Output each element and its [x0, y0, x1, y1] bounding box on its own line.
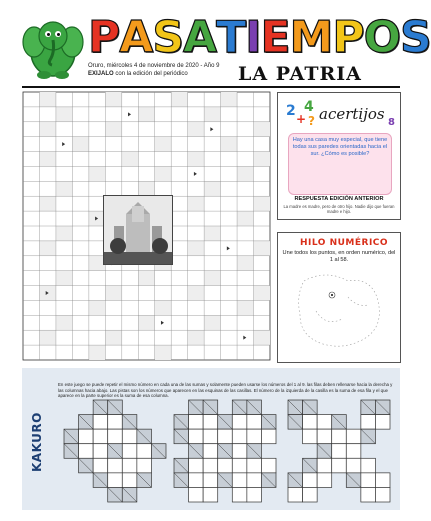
clue-cell [254, 196, 270, 211]
clue-cell [188, 330, 204, 345]
kakuro-answer-cell[interactable] [317, 473, 332, 488]
clue-cell [105, 286, 121, 301]
kakuro-answer-cell[interactable] [203, 487, 218, 502]
kakuro-answer-cell[interactable] [122, 458, 137, 473]
clue-cell [155, 300, 171, 315]
clue-cell [254, 286, 270, 301]
clue-cell [204, 181, 220, 196]
kakuro-answer-cell[interactable] [303, 415, 318, 430]
kakuro-answer-cell[interactable] [247, 458, 262, 473]
kakuro-answer-cell[interactable] [317, 415, 332, 430]
svg-text:4: 4 [304, 99, 314, 115]
kakuro-answer-cell[interactable] [122, 444, 137, 459]
dot-puzzle-icon [286, 267, 396, 357]
kakuro-puzzle-1 [64, 400, 166, 502]
title-letter: S [152, 12, 184, 63]
kakuro-label [24, 386, 52, 486]
svg-text:8: 8 [388, 117, 395, 128]
answer-label: RESPUESTA EDICIÓN ANTERIOR [294, 196, 384, 202]
kakuro-answer-cell[interactable] [232, 487, 247, 502]
title-letter: P [332, 12, 364, 63]
kakuro-answer-cell[interactable] [247, 429, 262, 444]
kakuro-answer-cell[interactable] [317, 429, 332, 444]
clue-cell [39, 241, 55, 256]
clue-cell [171, 92, 187, 107]
kakuro-answer-cell[interactable] [93, 429, 108, 444]
dateline-date: Oruro, miércoles 4 de noviembre de 2020 - Año 9 [88, 63, 220, 69]
svg-text:2: 2 [286, 103, 296, 119]
clue-cell [89, 300, 105, 315]
clue-cell [188, 152, 204, 167]
kakuro-answer-cell[interactable] [79, 444, 94, 459]
kakuro-answer-cell[interactable] [108, 415, 123, 430]
clue-cell [105, 122, 121, 137]
kakuro-answer-cell[interactable] [218, 458, 233, 473]
clue-cell [105, 92, 121, 107]
clue-cell [237, 166, 253, 181]
kakuro-answer-cell[interactable] [375, 415, 390, 430]
kakuro-answer-cell[interactable] [137, 458, 152, 473]
kakuro-answer-cell[interactable] [122, 473, 137, 488]
kakuro-answer-cell[interactable] [93, 415, 108, 430]
elephant-mascot-icon [22, 12, 84, 80]
title-letter: S [399, 12, 431, 63]
kakuro-answer-cell[interactable] [189, 429, 204, 444]
exclusive-rest: con la edición del periódico [113, 71, 188, 77]
kakuro-answer-cell[interactable] [203, 415, 218, 430]
acertijos-title: acertijos [319, 105, 385, 123]
kakuro-answer-cell[interactable] [361, 415, 376, 430]
dateline-exclusive [88, 70, 219, 78]
clue-cell [254, 241, 270, 256]
kakuro-answer-cell[interactable] [218, 429, 233, 444]
kakuro-answer-cell[interactable] [232, 473, 247, 488]
title-letter: A [183, 12, 217, 63]
kakuro-puzzle-3 [288, 400, 390, 502]
crossword-photo [103, 195, 173, 265]
clue-cell [39, 122, 55, 137]
clue-cell [204, 226, 220, 241]
dateline [88, 62, 219, 78]
kakuro-answer-cell[interactable] [108, 458, 123, 473]
kakuro-answer-cell[interactable] [122, 429, 137, 444]
clue-cell [254, 152, 270, 167]
clue-cell [155, 345, 171, 360]
clue-cell [155, 137, 171, 152]
previous-answer: La madre es madre, pero de otro hijo. Nadie dijo que fueran madre e hijo. [283, 204, 395, 214]
kakuro-answer-cell[interactable] [332, 429, 347, 444]
kakuro-puzzle-2 [174, 400, 276, 502]
clue-cell [204, 271, 220, 286]
clue-cell [138, 315, 154, 330]
hilo-numerico-box [277, 232, 401, 363]
kakuro-answer-cell[interactable] [203, 429, 218, 444]
clue-cell [188, 122, 204, 137]
kakuro-answer-cell[interactable] [317, 458, 332, 473]
kakuro-instructions: En este juego se puede repetir el mismo número en cada una de las sumas y solamente pueden usarse los números del 1 al 9. las filas deben rellenarse hacia la derecha y las columnas hacia abajo. Las pistas son los números que aparecen en las esquinas de las casillas. El número de la izquierda de la casilla es la suma de esa fila y el que aparece en la parte superior es la suma de esa columna. [58, 382, 393, 399]
kakuro-answer-cell[interactable] [332, 444, 347, 459]
kakuro-answer-cell[interactable] [189, 473, 204, 488]
clue-cell [56, 181, 72, 196]
kakuro-answer-cell[interactable] [247, 487, 262, 502]
title-letter: A [119, 12, 153, 63]
acertijos-box [277, 92, 401, 220]
clue-cell [138, 271, 154, 286]
clue-cell [138, 181, 154, 196]
kakuro-answer-cell[interactable] [361, 458, 376, 473]
kakuro-answer-cell[interactable] [93, 458, 108, 473]
title-letter: O [363, 12, 400, 63]
clue-cell [155, 166, 171, 181]
clue-cell [204, 315, 220, 330]
masthead-title [88, 12, 431, 63]
clue-cell [237, 211, 253, 226]
clue-cell [72, 137, 88, 152]
kakuro-answer-cell[interactable] [361, 487, 376, 502]
svg-text:+: + [296, 112, 307, 126]
kakuro-answer-cell[interactable] [189, 415, 204, 430]
title-letter: E [260, 12, 290, 63]
kakuro-answer-cell[interactable] [247, 473, 262, 488]
clue-cell [237, 300, 253, 315]
clue-cell [89, 166, 105, 181]
kakuro-answer-cell[interactable] [288, 487, 303, 502]
kakuro-answer-cell[interactable] [232, 458, 247, 473]
clue-cell [39, 152, 55, 167]
kakuro-section [22, 368, 400, 510]
kakuro-answer-cell[interactable] [332, 458, 347, 473]
kakuro-answer-cell[interactable] [203, 458, 218, 473]
clue-cell [221, 137, 237, 152]
kakuro-answer-cell[interactable] [108, 473, 123, 488]
kakuro-answer-cell[interactable] [303, 487, 318, 502]
kakuro-answer-cell[interactable] [137, 444, 152, 459]
title-letter: M [289, 12, 333, 63]
kakuro-answer-cell[interactable] [303, 429, 318, 444]
kakuro-answer-cell[interactable] [346, 444, 361, 459]
clue-cell [56, 315, 72, 330]
kakuro-answer-cell[interactable] [189, 487, 204, 502]
clue-cell [237, 256, 253, 271]
riddle-text: Hay una casa muy especial, que tiene todas sus paredes orientadas hacia el sur. ¿Cómo es posible? [288, 133, 392, 195]
clue-cell [39, 92, 55, 107]
header-rule [22, 86, 400, 88]
clue-cell [89, 345, 105, 360]
clue-cell [39, 196, 55, 211]
kakuro-answer-cell[interactable] [261, 429, 276, 444]
kakuro-answer-cell[interactable] [361, 473, 376, 488]
clue-cell [204, 107, 220, 122]
clue-cell [254, 330, 270, 345]
kakuro-answer-cell[interactable] [346, 458, 361, 473]
church-photo-icon [104, 196, 172, 264]
title-letter: T [216, 12, 246, 63]
clue-cell [105, 330, 121, 345]
clue-cell [56, 271, 72, 286]
header [0, 0, 431, 88]
kakuro-answer-cell[interactable] [232, 429, 247, 444]
clue-cell [39, 330, 55, 345]
kakuro-answer-cell[interactable] [232, 415, 247, 430]
kakuro-answer-cell[interactable] [108, 429, 123, 444]
kakuro-answer-cell[interactable] [203, 473, 218, 488]
kakuro-answer-cell[interactable] [261, 458, 276, 473]
kakuro-answer-cell[interactable] [232, 444, 247, 459]
kakuro-answer-cell[interactable] [346, 429, 361, 444]
kakuro-answer-cell[interactable] [247, 415, 262, 430]
clue-cell [122, 152, 138, 167]
kakuro-answer-cell[interactable] [203, 444, 218, 459]
hilo-title: HILO NUMÉRICO [300, 238, 389, 248]
kakuro-answer-cell[interactable] [375, 473, 390, 488]
clue-cell [56, 226, 72, 241]
clue-cell [138, 107, 154, 122]
brand-name: LA PATRIA [238, 63, 362, 85]
kakuro-answer-cell[interactable] [375, 487, 390, 502]
kakuro-title: KAKURO [30, 412, 44, 472]
clue-cell [188, 241, 204, 256]
clue-cell [188, 196, 204, 211]
title-letter: P [88, 12, 120, 63]
clue-cell [254, 122, 270, 137]
kakuro-answer-cell[interactable] [189, 458, 204, 473]
title-letter: I [245, 12, 261, 63]
clue-cell [56, 107, 72, 122]
exclusive-bold: EXIJALO [88, 71, 114, 77]
hilo-subtitle: Une todos los puntos, en orden numérico, del 1 al 58. [282, 250, 396, 263]
kakuro-answer-cell[interactable] [93, 444, 108, 459]
kakuro-answer-cell[interactable] [79, 429, 94, 444]
kakuro-answer-cell[interactable] [303, 473, 318, 488]
clue-cell [221, 92, 237, 107]
clue-cell [188, 286, 204, 301]
svg-text:?: ? [308, 114, 315, 128]
